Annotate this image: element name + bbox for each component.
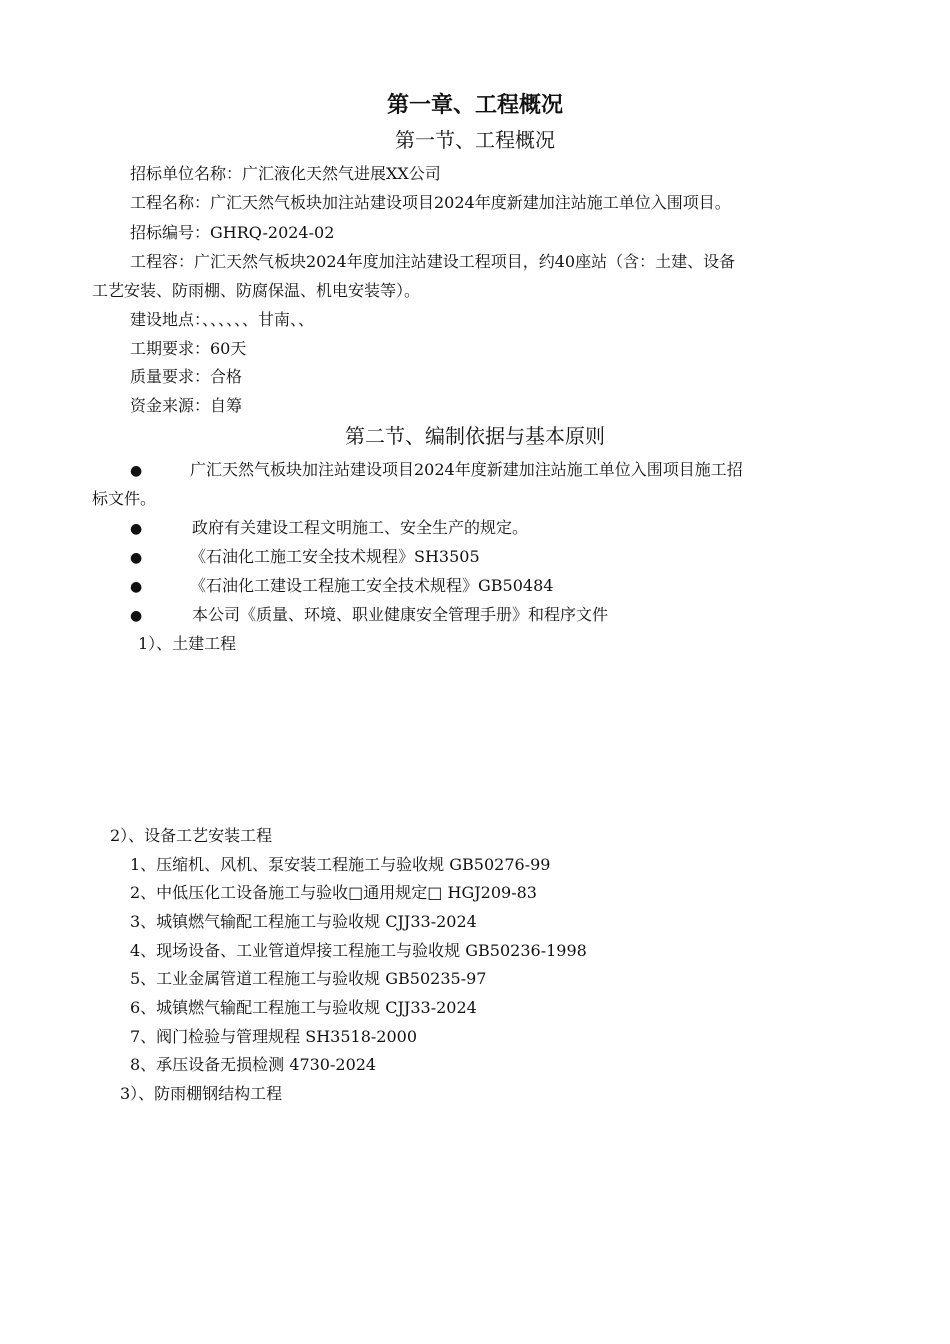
bullet-marker: ●: [130, 521, 143, 537]
location-line: 建设地点：、、、、、、甘南、、: [130, 310, 315, 329]
canopy-steel-heading: 3）、防雨棚钢结构工程: [120, 1084, 283, 1103]
project-name-line: 工程名称：广汇天然气板块加注站建设项目2024年度新建加注站施工单位入围项目。: [130, 193, 731, 212]
bullet-marker: ●: [130, 550, 143, 566]
bid-number-line: 招标编号：GHRQ-2024-02: [130, 223, 335, 242]
chapter-title: 第一章、工程概况: [386, 92, 563, 118]
standard-item-6: 6、城镇燃气输配工程施工与验收规 CJJ33-2024: [130, 998, 477, 1017]
bidder-line: 招标单位名称：广汇液化天然气进展XX公司: [130, 164, 441, 183]
standard-item-7: 7、阀门检验与管理规程 SH3518-2000: [130, 1027, 418, 1046]
basis-item-2: 政府有关建设工程文明施工、安全生产的规定。: [192, 518, 529, 537]
standard-item-5: 5、工业金属管道工程施工与验收规 GB50235-97: [130, 969, 487, 988]
basis-item-4: 《石油化工建设工程施工安全技术规程》GB50484: [190, 576, 554, 595]
standard-item-1: 1、压缩机、风机、泵安装工程施工与验收规 GB50276-99: [130, 855, 551, 874]
standard-item-2: 2、中低压化工设备施工与验收□通用规定□ HGJ209-83: [130, 883, 537, 902]
standard-item-4: 4、现场设备、工业管道焊接工程施工与验收规 GB50236-1998: [130, 941, 587, 960]
basis-item-3: 《石油化工施工安全技术规程》SH3505: [190, 547, 480, 566]
bullet-marker: ●: [130, 608, 143, 624]
funding-line: 资金来源：自筹: [130, 396, 243, 415]
bullet-marker: ●: [130, 579, 143, 595]
civil-works-heading: 1）、土建工程: [138, 634, 237, 653]
basis-item-5: 本公司《质量、环境、职业健康安全管理手册》和程序文件: [192, 605, 609, 624]
duration-line: 工期要求：60天: [130, 339, 247, 358]
equipment-install-heading: 2）、设备工艺安装工程: [110, 826, 273, 845]
basis-item-1-continuation: 标文件。: [92, 489, 157, 508]
bullet-marker: ●: [130, 463, 143, 479]
section2-title: 第二节、编制依据与基本原则: [345, 424, 605, 448]
standard-item-3: 3、城镇燃气输配工程施工与验收规 CJJ33-2024: [130, 912, 477, 931]
standard-item-8: 8、承压设备无损检测 4730-2024: [130, 1055, 377, 1074]
quality-line: 质量要求：合格: [130, 367, 243, 386]
project-content-continuation: 工艺安装、防雨棚、防腐保温、机电安装等）。: [92, 281, 421, 300]
basis-item-1: 广汇天然气板块加注站建设项目2024年度新建加注站施工单位入围项目施工招: [190, 460, 743, 479]
section1-title: 第一节、工程概况: [395, 128, 555, 152]
project-content-line: 工程容：广汇天然气板块2024年度加注站建设工程项目，约40座站（含：土建、设备: [130, 252, 736, 271]
